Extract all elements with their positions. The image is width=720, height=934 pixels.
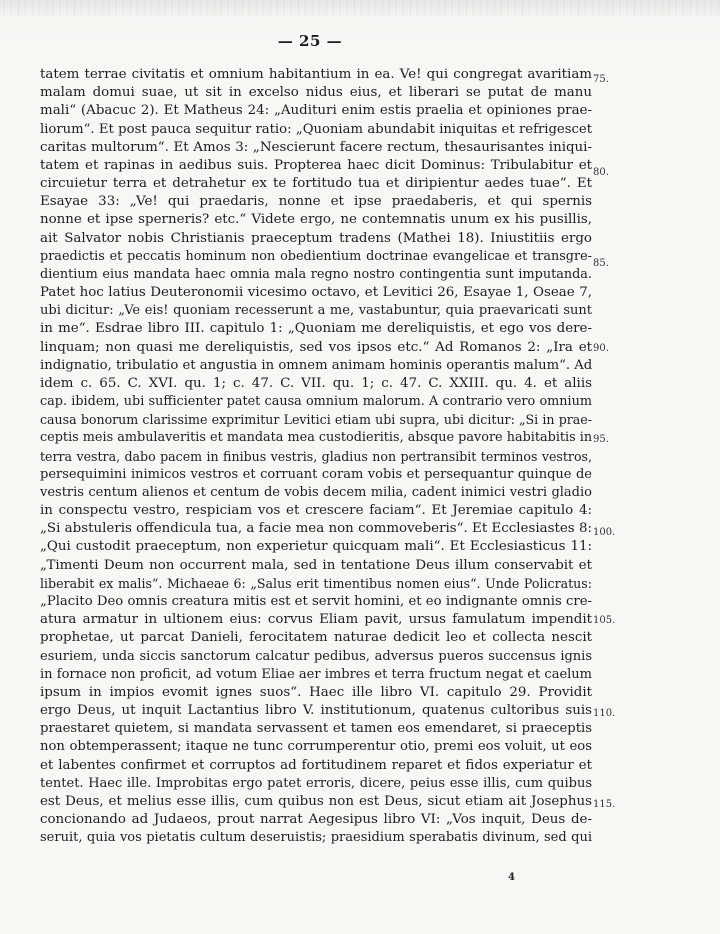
text-line: nonne et ipse sperneris? etc.“ Videte ergo, ne contemnatis unum ex his pusillis, [40, 212, 592, 228]
text-line: tentet. Haec ille. Improbitas ergo patet erroris, dicere, peius esse illis, cum quibus [40, 775, 592, 791]
text-line: circuietur terra et detrahetur ex te fortitudo tua et diripientur aedes tuae“. Et [40, 176, 592, 192]
margin-line-number: 85. [593, 257, 609, 269]
text-line: Esayae 33: „Ve! qui praedaris, nonne et ipse praedaberis, et qui spernis [40, 194, 592, 210]
text-line: ait Salvator nobis Christianis praeceptum tradens (Mathei 18). Iniustitiis ergo [40, 230, 592, 246]
text-line: esuriem, unda siccis sanctorum calcatur pedibus, adversus pueros succensus ignis [40, 648, 592, 664]
text-line: caritas multorum“. Et Amos 3: „Nescierunt facere rectum, thesaurisantes iniqui- [40, 139, 592, 155]
page-number: — 25 — [277, 32, 343, 50]
text-line: in conspectu vestro, respiciam vos et crescere faciam“. Et Jeremiae capitulo 4: [40, 503, 592, 519]
text-line: Patet hoc latius Deuteronomii vicesimo octavo, et Levitici 26, Esayae 1, Oseae 7, [40, 285, 592, 301]
text-line: praestaret quietem, si mandata servassent et tamen eos emendaret, si praeceptis [40, 721, 592, 737]
text-line: causa bonorum clarissime exprimitur Levitici etiam ubi supra, ubi dicitur: „Si in prae- [40, 412, 592, 428]
margin-line-number: 75. [593, 74, 609, 85]
text-line: tatem terrae civitatis et omnium habitantium in ea. Ve! qui congregat avaritiam [40, 67, 592, 82]
text-line: „Qui custodit praeceptum, non experietur quicquam mali“. Et Ecclesiasticus 11: [40, 539, 592, 555]
text-line: atura armatur in ultionem eius: corvus Eliam pavit, ursus famulatum impendit [40, 612, 592, 628]
text-line: liorum“. Et post pauca sequitur ratio: „Quoniam abundabit iniquitas et refrigescet [40, 121, 592, 137]
text-line: praedictis et peccatis hominum non obedientium doctrinae evangelicae et transgre- [40, 248, 592, 264]
margin-line-number: 105. [593, 615, 616, 627]
text-line: liberabit ex malis“. Michaeae 6: „Salus erit timentibus nomen eius“. Unde Policratus: [40, 575, 592, 591]
text-line: „Placito Deo omnis creatura mitis est et servit homini, et eo indignante omnis cre- [40, 593, 592, 609]
margin-line-number: 90. [593, 342, 609, 354]
margin-line-number: 95. [593, 433, 609, 445]
margin-line-number: 100. [593, 526, 616, 538]
text-line: ergo Deus, ut inquit Lactantius libro V. institutionum, quatenus cultoribus suis [40, 703, 592, 719]
margin-line-number: 80. [593, 166, 609, 178]
text-line: est Deus, et melius esse illis, cum quibus non est Deus, sicut etiam ait Josephus [40, 793, 592, 809]
text-line: idem c. 65. C. XVI. qu. 1; c. 47. C. VII. qu. 1; c. 47. C. XXIII. qu. 4. et aliis [40, 375, 592, 391]
text-line: tatem et rapinas in aedibus suis. Propterea haec dicit Dominus: Tribulabitur et [40, 157, 592, 173]
text-line: cap. ibidem, ubi sufficienter patet causa omnium malorum. A contrario vero omnium [40, 394, 592, 410]
text-line: ipsum in impios evomit ignes suos“. Haec ille libro VI. capitulo 29. Providit [40, 684, 592, 700]
text-line: in fornace non proficit, ad votum Eliae aer imbres et terra fructum negat et caelum [40, 666, 592, 682]
text-line: „Timenti Deum non occurrent mala, sed in tentatione Deus illum conservabit et [40, 557, 592, 573]
text-line: dientium eius mandata haec omnia mala regno nostro contingentia sunt imputanda. [40, 266, 592, 282]
text-line: indignatio, tribulatio et angustia in omnem animam hominis operantis malum“. Ad [40, 357, 592, 373]
signature-mark: 4 [508, 872, 515, 883]
text-line: non obtemperassent; itaque ne tunc corrumperentur otio, premi eos voluit, ut eos [40, 739, 592, 755]
text-line: mali“ (Abacuc 2). Et Matheus 24: „Audituri enim estis praelia et opiniones prae- [40, 103, 592, 119]
text-line: malam domui suae, ut sit in excelso nidus eius, et liberari se putat de manu [40, 85, 592, 101]
scan-edge-noise [0, 0, 720, 16]
margin-line-number: 110. [593, 708, 616, 720]
body-text [40, 66, 592, 847]
text-line: et labentes confirmet et corruptos ad fortitudinem reparet et fidos experiatur et [40, 757, 592, 773]
text-line: ubi dicitur: „Ve eis! quoniam recesserunt a me, vastabuntur, quia praevaricati sunt [40, 303, 592, 319]
text-line: „Si abstuleris offendicula tua, a facie mea non commoveberis“. Et Ecclesiastes 8: [40, 521, 592, 537]
text-line: terra vestra, dabo pacem in finibus vestris, gladius non pertransibit terminos vestros, [40, 448, 592, 464]
text-line: persequimini inimicos vestros et corruant coram vobis et persequantur quinque de [40, 466, 592, 482]
text-line: in me“. Esdrae libro III. capitulo 1: „Quoniam me dereliquistis, et ego vos dere- [40, 321, 592, 337]
text-line: seruit, quia vos pietatis cultum deseruistis; praesidium sperabatis divinum, sed qui [40, 830, 592, 846]
text-line: concionando ad Judaeos, prout narrat Aegesipus libro VI: „Vos inquit, Deus de- [40, 812, 592, 828]
text-line: linquam; non quasi me dereliquistis, sed vos ipsos etc.“ Ad Romanos 2: „Ira et [40, 339, 592, 355]
text-line: vestris centum alienos et centum de vobis decem milia, cadent inimici vestri gladio [40, 484, 592, 500]
text-line: ceptis meis ambulaveritis et mandata mea custodieritis, absque pavore habitabitis in [40, 430, 592, 446]
text-line: prophetae, ut parcat Danieli, ferocitatem naturae dedicit leo et collecta nescit [40, 630, 592, 646]
margin-line-number: 115. [593, 799, 616, 811]
